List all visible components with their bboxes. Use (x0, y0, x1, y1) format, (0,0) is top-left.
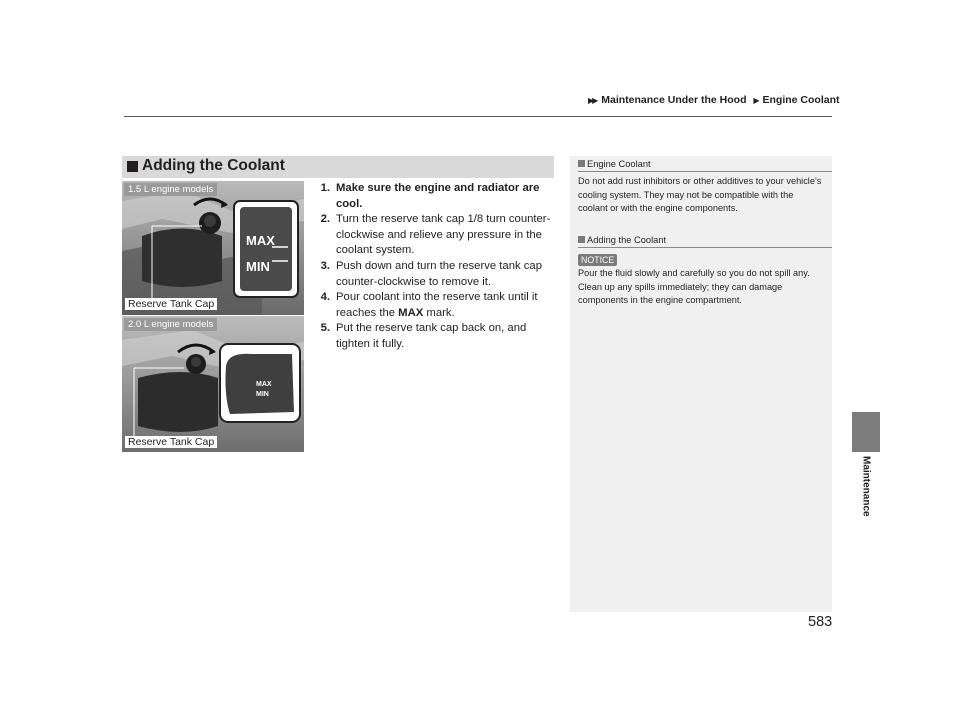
engine-model-tag: 2.0 L engine models (124, 318, 217, 331)
step-number: 5. (320, 322, 330, 335)
note-heading-engine-coolant[interactable]: Engine Coolant (578, 159, 651, 169)
step-text: Turn the reserve tank cap 1/8 turn counter-clockwise and relieve any pressure in the coolant system. (336, 213, 551, 257)
engine-photo-1-5l (122, 181, 304, 315)
max-mark-text: MAX (398, 306, 424, 319)
engine-illustration (122, 316, 304, 452)
step-2 (314, 212, 554, 259)
engine-photo-2-0l (122, 316, 304, 452)
note-rule (578, 247, 832, 248)
step-text: Pour coolant into the reserve tank until it reaches the MAX mark. (336, 291, 538, 319)
svg-text:MIN: MIN (246, 259, 270, 274)
breadcrumb-section[interactable]: Maintenance Under the Hood (601, 94, 747, 106)
section-header (122, 156, 554, 178)
step-text: Push down and turn the reserve tank cap counter-clockwise to remove it. (336, 259, 542, 288)
step-4 (314, 290, 554, 321)
notes-panel (570, 156, 832, 612)
svg-text:MAX: MAX (256, 381, 272, 388)
step-5 (314, 321, 554, 352)
breadcrumb (588, 94, 840, 106)
step-number: 4. (320, 291, 330, 304)
breadcrumb-page[interactable]: Engine Coolant (762, 94, 840, 106)
svg-text:MAX: MAX (246, 233, 275, 248)
reference-marker-icon (578, 160, 585, 167)
step-text: Put the reserve tank cap back on, and tighten it fully. (336, 322, 527, 350)
note-rule (578, 171, 832, 172)
header-rule (124, 116, 832, 117)
reference-marker-icon (578, 236, 585, 243)
section-square-icon (127, 161, 138, 172)
note-heading-adding-coolant[interactable]: Adding the Coolant (578, 235, 666, 245)
step-3 (314, 259, 554, 290)
step-number: 2. (320, 213, 330, 226)
chapter-label (852, 456, 880, 536)
chevron-right-icon: ▶ (753, 96, 758, 105)
reserve-tank-cap-label: Reserve Tank Cap (125, 298, 217, 310)
chapter-tab[interactable] (852, 412, 880, 452)
step-1 (314, 181, 554, 212)
notice-badge: NOTICE (578, 254, 617, 266)
page-number: 583 (808, 614, 833, 630)
note-text: Do not add rust inhibitors or other additives to your vehicle's cooling system. They may not be compatible with the coolant or with the engine components. (578, 176, 822, 214)
svg-text:MIN: MIN (256, 391, 269, 398)
step-number: 1. (320, 182, 330, 194)
chapter-label-text: Maintenance (860, 456, 872, 517)
reserve-tank-cap-label: Reserve Tank Cap (125, 436, 217, 448)
procedure-steps (314, 181, 554, 353)
section-title: Adding the Coolant (142, 157, 285, 174)
step-text: Make sure the engine and radiator are cool. (336, 182, 540, 210)
step-number: 3. (320, 259, 330, 272)
engine-illustration (122, 181, 304, 315)
note-text: Pour the fluid slowly and carefully so you do not spill any. Clean up any spills immediately; they can damage components in the engine compartment. (578, 268, 810, 306)
engine-model-tag: 1.5 L engine models (124, 183, 217, 196)
double-chevron-icon: ▶▶ (588, 96, 597, 105)
